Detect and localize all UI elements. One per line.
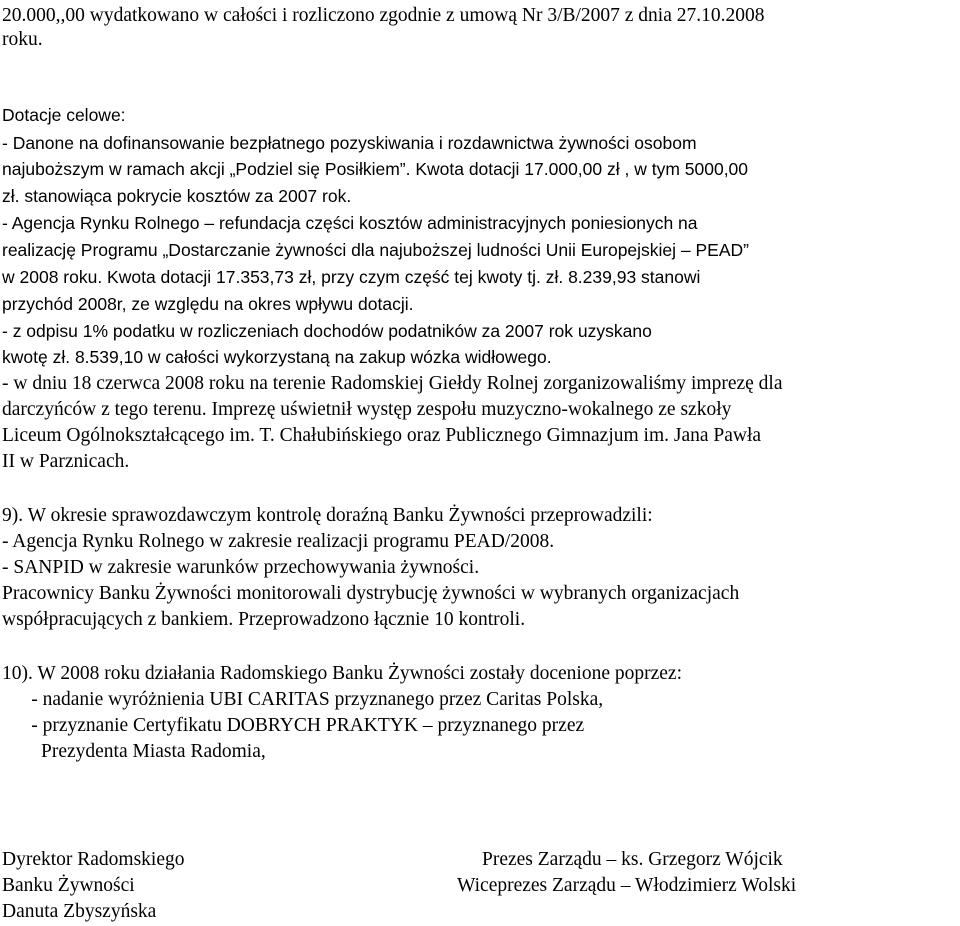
section-heading: Dotacje celowe: — [2, 105, 126, 125]
text-line: najuboższym w ramach akcji „Podziel się Posiłkiem”. Kwota dotacji 17.000,00 zł , w tym 5000,00 — [2, 159, 749, 179]
signature-left-title: Dyrektor Radomskiego — [2, 849, 185, 870]
text-line: w 2008 roku. Kwota dotacji 17.353,73 zł, przy czym część tej kwoty tj. zł. 8.239,93 stanowi — [2, 267, 701, 287]
text-line: zł. stanowiąca pokrycie kosztów za 2007 rok. — [2, 186, 352, 206]
text-line: - nadanie wyróżnienia UBI CARITAS przyznanego przez Caritas Polska, — [2, 689, 604, 710]
text-line: współpracujących z bankiem. Przeprowadzono łącznie 10 kontroli. — [2, 609, 526, 630]
signature-left-name: Danuta Zbyszyńska — [2, 901, 157, 922]
text-line: kwotę zł. 8.539,10 w całości wykorzystaną na zakup wózka widłowego. — [2, 347, 552, 367]
text-line: - Agencja Rynku Rolnego w zakresie realizacji programu PEAD/2008. — [2, 531, 555, 552]
text-line: 20.000,,00 wydatkowano w całości i rozliczono zgodnie z umową Nr 3/B/2007 z dnia 27.10.2008 — [2, 5, 765, 26]
text-line: - z odpisu 1% podatku w rozliczeniach dochodów podatników za 2007 rok uzyskano — [2, 321, 652, 341]
text-line: realizację Programu „Dostarczanie żywności dla najuboższej ludności Unii Europejskiej – PEAD” — [2, 240, 749, 260]
text-line: przychód 2008r, ze względu na okres wpływu dotacji. — [2, 294, 414, 314]
text-line: - SANPID w zakresie warunków przechowywania żywności. — [2, 557, 480, 578]
signature-right-president: Prezes Zarządu – ks. Grzegorz Wójcik — [482, 849, 783, 870]
signature-left-org: Banku Żywności — [2, 875, 135, 896]
text-line: roku. — [2, 29, 43, 50]
section-heading: 10). W 2008 roku działania Radomskiego Banku Żywności zostały docenione poprzez: — [2, 663, 682, 684]
text-line: Pracownicy Banku Żywności monitorowali dystrybucję żywności w wybranych organizacjach — [2, 583, 740, 604]
text-line: - przyznanie Certyfikatu DOBRYCH PRAKTYK – przyznanego przez — [2, 715, 585, 736]
section-heading: 9). W okresie sprawozdawczym kontrolę doraźną Banku Żywności przeprowadzili: — [2, 505, 653, 526]
text-line: Prezydenta Miasta Radomia, — [2, 741, 266, 762]
signature-right-vice-president: Wiceprezes Zarządu – Włodzimierz Wolski — [457, 875, 797, 896]
text-line: - w dniu 18 czerwca 2008 roku na terenie Radomskiej Giełdy Rolnej zorganizowaliśmy imprezę dla — [2, 373, 783, 394]
text-line: darczyńców z tego terenu. Imprezę uświetnił występ zespołu muzyczno-wokalnego ze szkoły — [2, 399, 732, 420]
text-line: II w Parznicach. — [2, 451, 130, 472]
text-line: - Agencja Rynku Rolnego – refundacja części kosztów administracyjnych poniesionych na — [2, 213, 698, 233]
text-line: Liceum Ogólnokształcącego im. T. Chałubińskiego oraz Publicznego Gimnazjum im. Jana Pawła — [2, 425, 762, 446]
text-line: - Danone na dofinansowanie bezpłatnego pozyskiwania i rozdawnictwa żywności osobom — [2, 133, 697, 153]
